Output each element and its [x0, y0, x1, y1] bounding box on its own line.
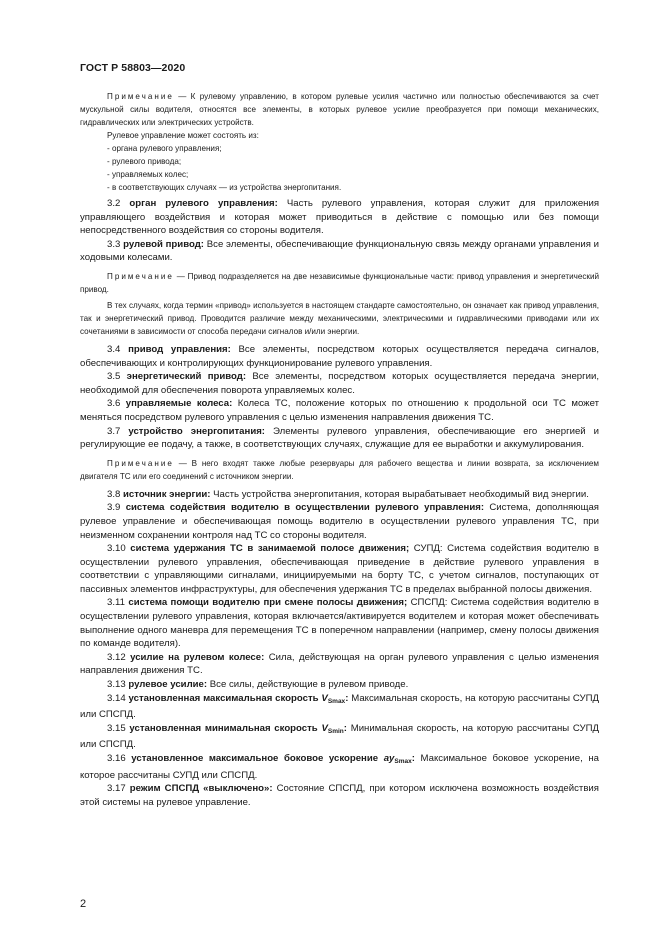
term-definition	[80, 238, 599, 265]
list-item: - органа рулевого управления;	[107, 144, 222, 153]
term-name: система содействия водителю в осуществлении рулевого управления:	[125, 502, 485, 514]
page-number: 2	[80, 898, 87, 910]
note-text: — К рулевому управлению, в котором рулевые усилия частично или полностью обеспечиваются за счет мускульной силы водителя, относятся все элементы, в которых рулевое усилие преобразуется при помощи механических, гидравлических или электрических устройств.	[80, 92, 599, 127]
term-text: Система, дополняющая рулевое управление и обеспечивающая помощь водителю в осуществлении рулевого управления ТС, при неизменном сохранении контроля над ТС со стороны водителя.	[80, 502, 599, 541]
term-definition	[80, 343, 599, 370]
term-symbol: V	[321, 692, 328, 704]
term-name: привод управления:	[128, 343, 231, 355]
list-item: - в соответствующих случаях — из устройства энергопитания.	[107, 183, 342, 192]
term-number: 3.12	[107, 651, 126, 663]
term-text: Часть устройства энергопитания, которая вырабатывает необходимый вид энергии.	[213, 488, 589, 500]
term-symbol: V	[321, 722, 328, 734]
note-label: Примечание	[107, 92, 174, 101]
term-name: управляемые колеса:	[125, 398, 233, 410]
term-colon: :	[345, 692, 349, 704]
term-definition	[80, 596, 599, 650]
term-number: 3.13	[107, 679, 126, 691]
term-colon: :	[411, 753, 415, 764]
term-number: 3.4	[107, 343, 121, 355]
term-colon: :	[343, 722, 347, 734]
term-text: Минимальная скорость, на которую рассчитаны СУПД или СПСПД.	[80, 722, 599, 751]
term-name: система удержания ТС в занимаемой полосе движения;	[130, 543, 410, 555]
term-name: система помощи водителю при смене полосы движения;	[128, 597, 408, 609]
term-definition	[80, 397, 599, 424]
term-definition	[80, 722, 599, 752]
note-text: — В него входят также любые резервуары для рабочего вещества и линии возврата, за исключением двигателя ТС или его соединений с источником энергии.	[80, 458, 599, 481]
term-text: Все силы, действующие в рулевом приводе.	[209, 679, 409, 691]
term-name: усилие на рулевом колесе:	[130, 651, 265, 663]
term-text: Часть рулевого управления, которая служит для приложения управляющего воздействия и которая может приводиться в действие с помощью или без помощи непосредственного воздействия со стороны водителя.	[80, 198, 600, 237]
term-definition	[80, 752, 599, 782]
term-name: источник энергии:	[123, 488, 211, 500]
list-item: - рулевого привода;	[107, 157, 182, 166]
term-name: установленная минимальная скорость	[129, 722, 318, 734]
term-name: установленное максимальное боковое ускорение	[131, 753, 379, 764]
document-body	[80, 90, 599, 809]
term-text: Состояние СПСПД, при котором исключена возможность воздействия этой системы на рулевое управление.	[80, 783, 599, 808]
term-text: Колеса ТС, положение которых по отношению к продольной оси ТС может меняться посредством рулевого управления с целью изменения направления движения ТС.	[80, 398, 599, 423]
term-symbol-subscript: Smin	[327, 727, 344, 735]
term-definition	[80, 370, 599, 397]
note-paragraph	[80, 270, 599, 296]
term-number: 3.14	[107, 692, 126, 704]
term-symbol: ay	[383, 753, 395, 764]
term-text: Сила, действующая на орган рулевого управления с целью изменения направления движения ТС.	[80, 651, 599, 677]
term-name: установленная максимальная скорость	[128, 692, 319, 704]
term-number: 3.16	[107, 753, 126, 764]
term-definition	[80, 488, 599, 502]
term-definition	[80, 651, 599, 678]
term-definition	[80, 501, 599, 542]
term-symbol-subscript: Smax	[327, 697, 346, 705]
term-number: 3.3	[107, 238, 121, 250]
term-number: 3.5	[107, 371, 121, 383]
term-number: 3.8	[107, 488, 121, 500]
term-name: устройство энергопитания:	[128, 425, 266, 437]
note-label: Примечание	[107, 458, 174, 468]
term-definition	[80, 197, 599, 238]
term-text: Все элементы, посредством которых осуществляется передача энергии, необходимой для обеспечения поворота управляемых колес.	[80, 371, 600, 396]
note-paragraph: Рулевое управление может состоять из:	[107, 131, 259, 140]
term-text: Максимальная скорость, на которую рассчитаны СУПД или СПСПД.	[80, 692, 599, 721]
term-name: рулевой привод:	[123, 238, 204, 250]
term-number: 3.10	[107, 543, 126, 555]
term-text: Все элементы, посредством которых осуществляется передача сигналов, обеспечивающих и контролирующих функционирование рулевого управления.	[80, 343, 600, 369]
term-name: энергетический привод:	[126, 371, 247, 383]
term-text: Все элементы, обеспечивающие функциональную связь между органами управления и ходовыми колесами.	[80, 238, 600, 264]
term-number: 3.15	[107, 722, 126, 734]
term-number: 3.17	[107, 783, 126, 795]
note-text: — Привод подразделяется на две независимые функциональные части: привод управления и энергетический привод.	[80, 271, 599, 294]
document-header: ГОСТ Р 58803—2020	[80, 62, 186, 74]
term-name: режим СПСПД «выключено»:	[129, 783, 273, 795]
note-paragraph: В тех случаях, когда термин «привод» используется в настоящем стандарте самостоятельно, он означает как привод управления, так и энергетический привод. Проводится различие между механическими, электрическими и гидравлическими приводами или их сочетаниями в зависимости от способа передачи сигналов и/или энергии.	[80, 300, 599, 336]
term-definition	[80, 692, 599, 722]
term-number: 3.2	[107, 198, 121, 209]
list-item: - управляемых колес;	[107, 170, 189, 179]
term-number: 3.6	[107, 398, 121, 410]
term-number: 3.9	[107, 502, 121, 514]
term-definition	[80, 425, 599, 452]
term-symbol-subscript: Smax	[394, 758, 412, 765]
term-text: СПСПД: Система содействия водителю в осуществлении рулевого управления, которая включается/активируется водителем и которая может обеспечивать выполнение одного маневра для перемещения ТС в поперечном направлении (например, смену полосы движения по команде водителя).	[80, 597, 600, 650]
term-number: 3.7	[107, 425, 121, 437]
term-text: Максимальное боковое ускорение, на которое рассчитаны СУПД или СПСПД.	[80, 753, 599, 781]
term-name: орган рулевого управления:	[129, 198, 278, 209]
term-text: СУПД: Система содействия водителю в осуществлении рулевого управления, обеспечивающая приведение в действие рулевого управления в соответствии с управляющими сигналами, инициируемыми на борту ТС, с учетом сигналов, поступающих от пассивных элементов инфраструктуры, для обеспечения удержания ТС в пределах выбранной полосы движения.	[80, 543, 599, 595]
term-number: 3.11	[107, 597, 125, 609]
term-text: Элементы рулевого управления, обеспечивающие его энергией и регулирующие ее подачу, а также, в соответствующих случаях, служащие для ее выработки и аккумулирования.	[80, 425, 600, 451]
note-paragraph	[80, 90, 599, 129]
term-definition	[80, 782, 599, 809]
term-definition	[80, 542, 599, 596]
note-label: Примечание	[107, 271, 174, 281]
term-name: рулевое усилие:	[128, 679, 208, 691]
term-definition	[80, 678, 599, 692]
note-paragraph	[80, 457, 599, 483]
